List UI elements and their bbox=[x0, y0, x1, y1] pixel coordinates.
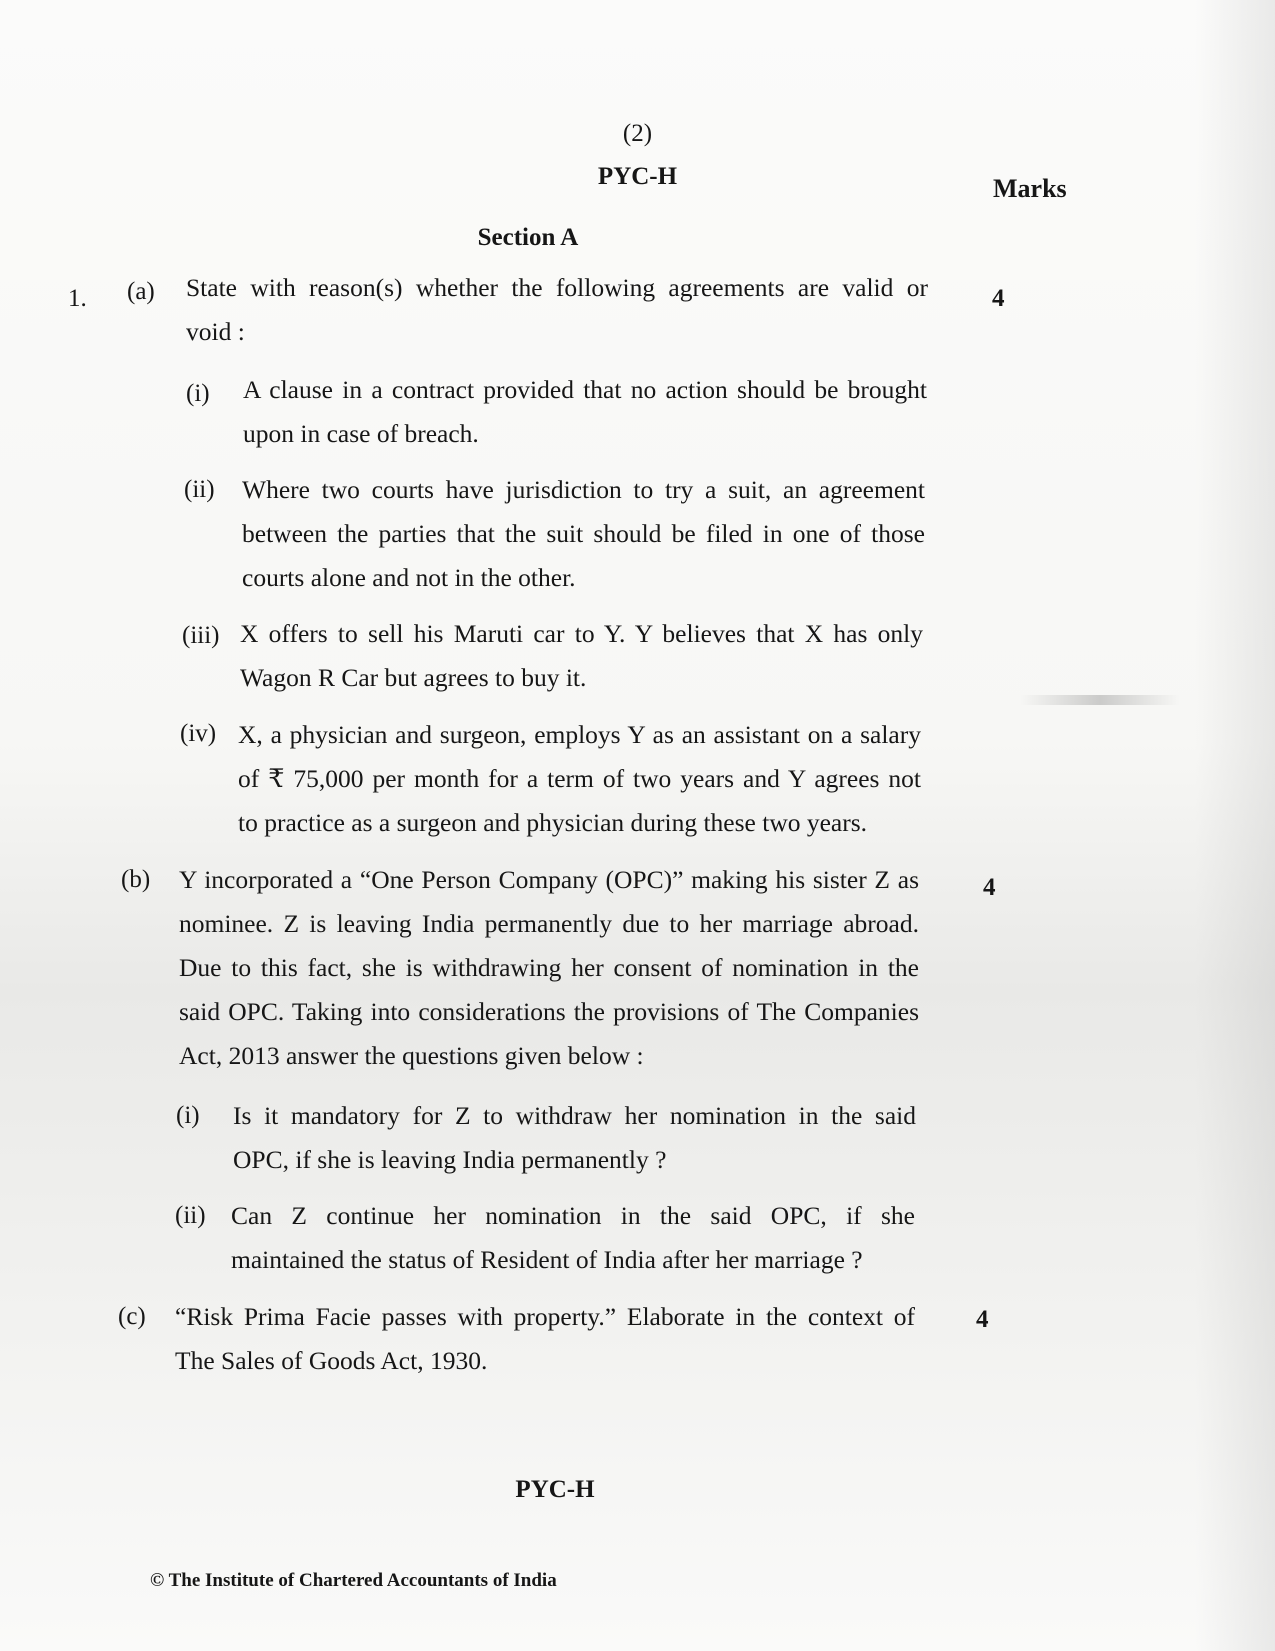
item-b-ii-label: (ii) bbox=[175, 1202, 206, 1229]
text-line: Wagon R Car but agrees to buy it. bbox=[240, 663, 587, 692]
paper-code-header: PYC-H bbox=[597, 163, 678, 190]
text-line: to practice as a surgeon and physician during these two years. bbox=[238, 808, 868, 837]
item-b-i-label: (i) bbox=[176, 1102, 200, 1129]
item-a-i-label: (i) bbox=[186, 380, 210, 407]
text-line: The Sales of Goods Act, 1930. bbox=[175, 1346, 488, 1375]
item-b-i-text bbox=[233, 1094, 916, 1182]
page-number: (2) bbox=[622, 120, 653, 147]
text-line: nominee. Z is leaving India permanently due to her marriage abroad. bbox=[179, 909, 919, 938]
text-line: upon in case of breach. bbox=[243, 419, 479, 448]
text-line: Due to this fact, she is withdrawing her consent of nomination in the bbox=[179, 953, 919, 982]
text-line: X, a physician and surgeon, employs Y as an assistant on a salary bbox=[238, 720, 921, 749]
text-line: void : bbox=[186, 317, 245, 346]
part-b-text bbox=[179, 858, 919, 1078]
scan-artifact bbox=[1020, 695, 1180, 705]
text-line: Act, 2013 answer the questions given below : bbox=[179, 1041, 644, 1070]
item-a-iii-label: (iii) bbox=[182, 622, 220, 649]
part-a-text bbox=[186, 266, 928, 354]
part-c-marks: 4 bbox=[976, 1306, 989, 1333]
item-a-ii-label: (ii) bbox=[184, 476, 215, 503]
text-line: A clause in a contract provided that no action should be brought bbox=[243, 375, 927, 404]
section-title: Section A bbox=[477, 224, 579, 251]
part-b-marks: 4 bbox=[983, 874, 996, 901]
page-edge-shadow bbox=[1195, 0, 1275, 1651]
text-line: maintained the status of Resident of India after her marriage ? bbox=[231, 1245, 863, 1274]
part-c-label: (c) bbox=[118, 1303, 146, 1330]
text-line: Is it mandatory for Z to withdraw her nomination in the said bbox=[233, 1101, 916, 1130]
item-a-iii-text bbox=[240, 612, 923, 700]
text-line: State with reason(s) whether the following agreements are valid or bbox=[186, 273, 928, 302]
part-b-label: (b) bbox=[121, 866, 151, 893]
marks-heading: Marks bbox=[993, 174, 1067, 203]
text-line: said OPC. Taking into considerations the provisions of The Companies bbox=[179, 997, 919, 1026]
text-line: “Risk Prima Facie passes with property.” Elaborate in the context of bbox=[175, 1302, 915, 1331]
item-a-iv-text bbox=[238, 713, 921, 845]
item-a-ii-text bbox=[242, 468, 925, 600]
part-a-marks: 4 bbox=[992, 285, 1005, 312]
text-line: OPC, if she is leaving India permanently ? bbox=[233, 1145, 667, 1174]
text-line: Y incorporated a “One Person Company (OPC)” making his sister Z as bbox=[179, 865, 919, 894]
item-b-ii-text bbox=[231, 1194, 915, 1282]
part-c-text bbox=[175, 1295, 915, 1383]
paper-code-footer: PYC-H bbox=[515, 1476, 595, 1503]
text-line: courts alone and not in the other. bbox=[242, 563, 576, 592]
text-line: X offers to sell his Maruti car to Y. Y believes that X has only bbox=[240, 619, 923, 648]
copyright-notice: © The Institute of Chartered Accountants of India bbox=[150, 1570, 557, 1591]
item-a-iv-label: (iv) bbox=[180, 720, 217, 747]
text-line: Can Z continue her nomination in the said OPC, if she bbox=[231, 1201, 915, 1230]
question-number: 1. bbox=[68, 285, 87, 312]
text-line: between the parties that the suit should be filed in one of those bbox=[242, 519, 925, 548]
text-line: of ₹ 75,000 per month for a term of two years and Y agrees not bbox=[238, 764, 921, 793]
item-a-i-text bbox=[243, 368, 927, 456]
part-a-label: (a) bbox=[127, 278, 155, 305]
text-line: Where two courts have jurisdiction to try a suit, an agreement bbox=[242, 475, 925, 504]
